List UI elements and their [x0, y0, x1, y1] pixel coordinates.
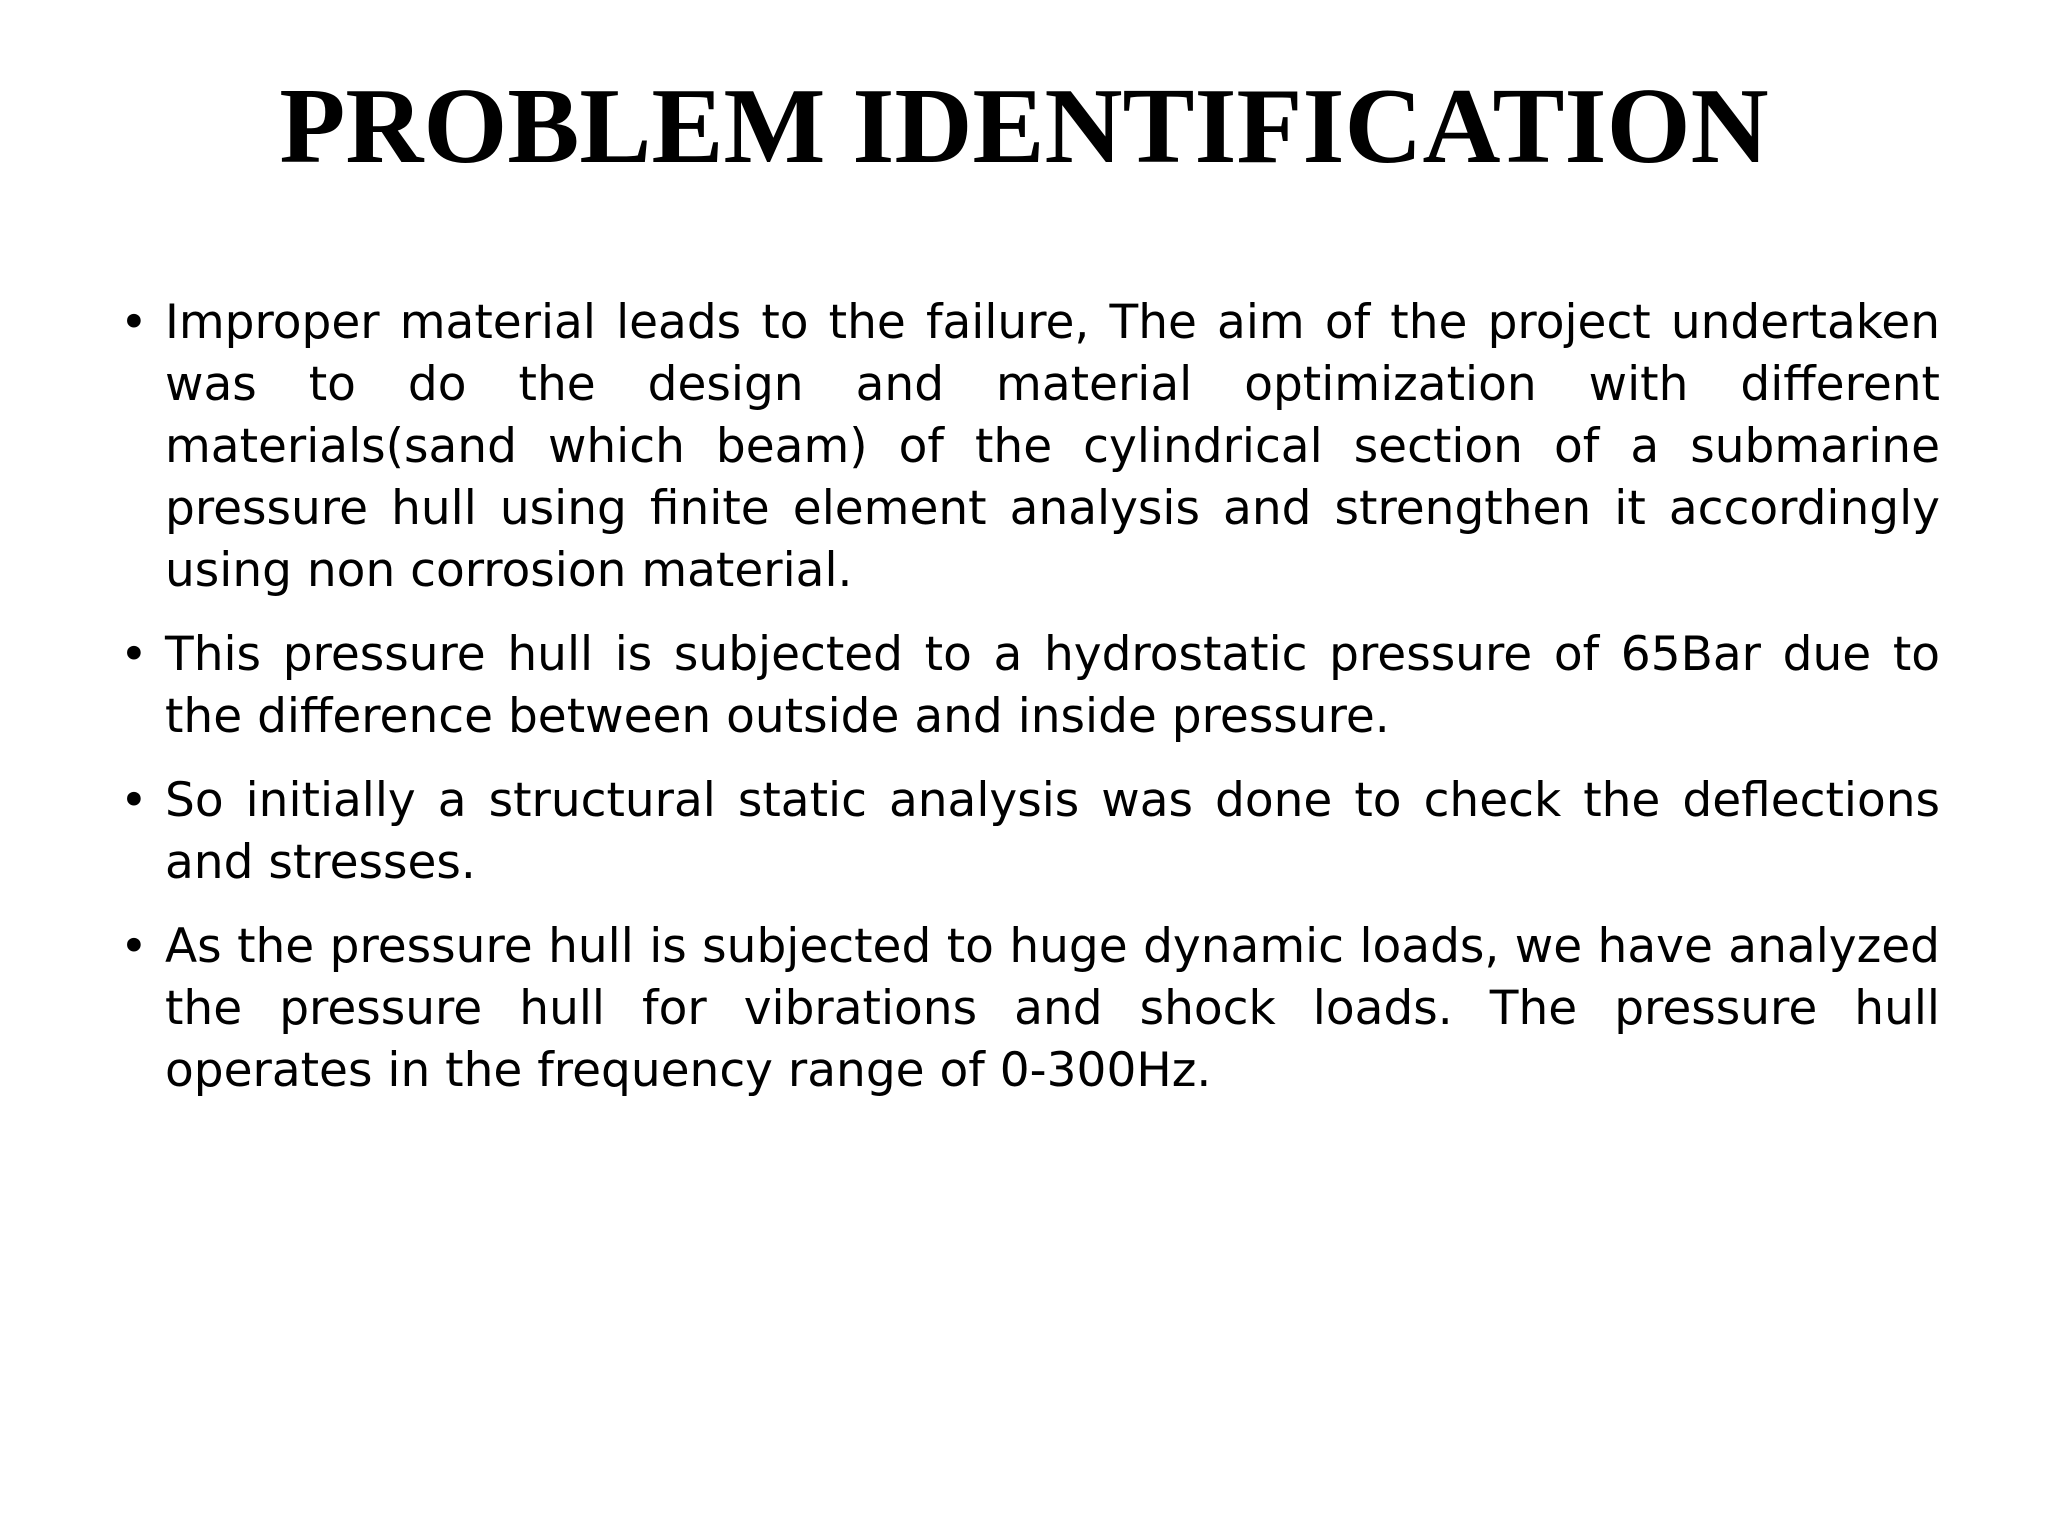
- slide-title: PROBLEM IDENTIFICATION: [279, 67, 1769, 186]
- bullet-text: Improper material leads to the failure, The aim of the project undertaken was to do the design and material optimization with different materials(sand which beam) of the cylindrical section of a submarine pressure hull using finite element analysis and strengthen it accordingly using non corrosion material.: [165, 295, 1940, 598]
- bullet-text: This pressure hull is subjected to a hydrostatic pressure of 65Bar due to the difference between outside and inside pressure.: [165, 627, 1940, 744]
- bullet-text: So initially a structural static analysis was done to check the deflections and stresses.: [165, 773, 1940, 890]
- bullet-text: As the pressure hull is subjected to huge dynamic loads, we have analyzed the pressure hull for vibrations and shock loads. The pressure hull operates in the frequency range of 0-300Hz.: [165, 919, 1940, 1098]
- bullet-icon: •: [120, 295, 148, 350]
- bullet-icon: •: [120, 919, 148, 974]
- bullet-icon: •: [120, 773, 148, 828]
- bullet-list: [120, 292, 1940, 1124]
- bullet-icon: •: [120, 627, 148, 682]
- bullet-item: [120, 292, 1940, 602]
- bullet-item: [120, 916, 1940, 1102]
- bullet-item: [120, 624, 1940, 748]
- bullet-item: [120, 770, 1940, 894]
